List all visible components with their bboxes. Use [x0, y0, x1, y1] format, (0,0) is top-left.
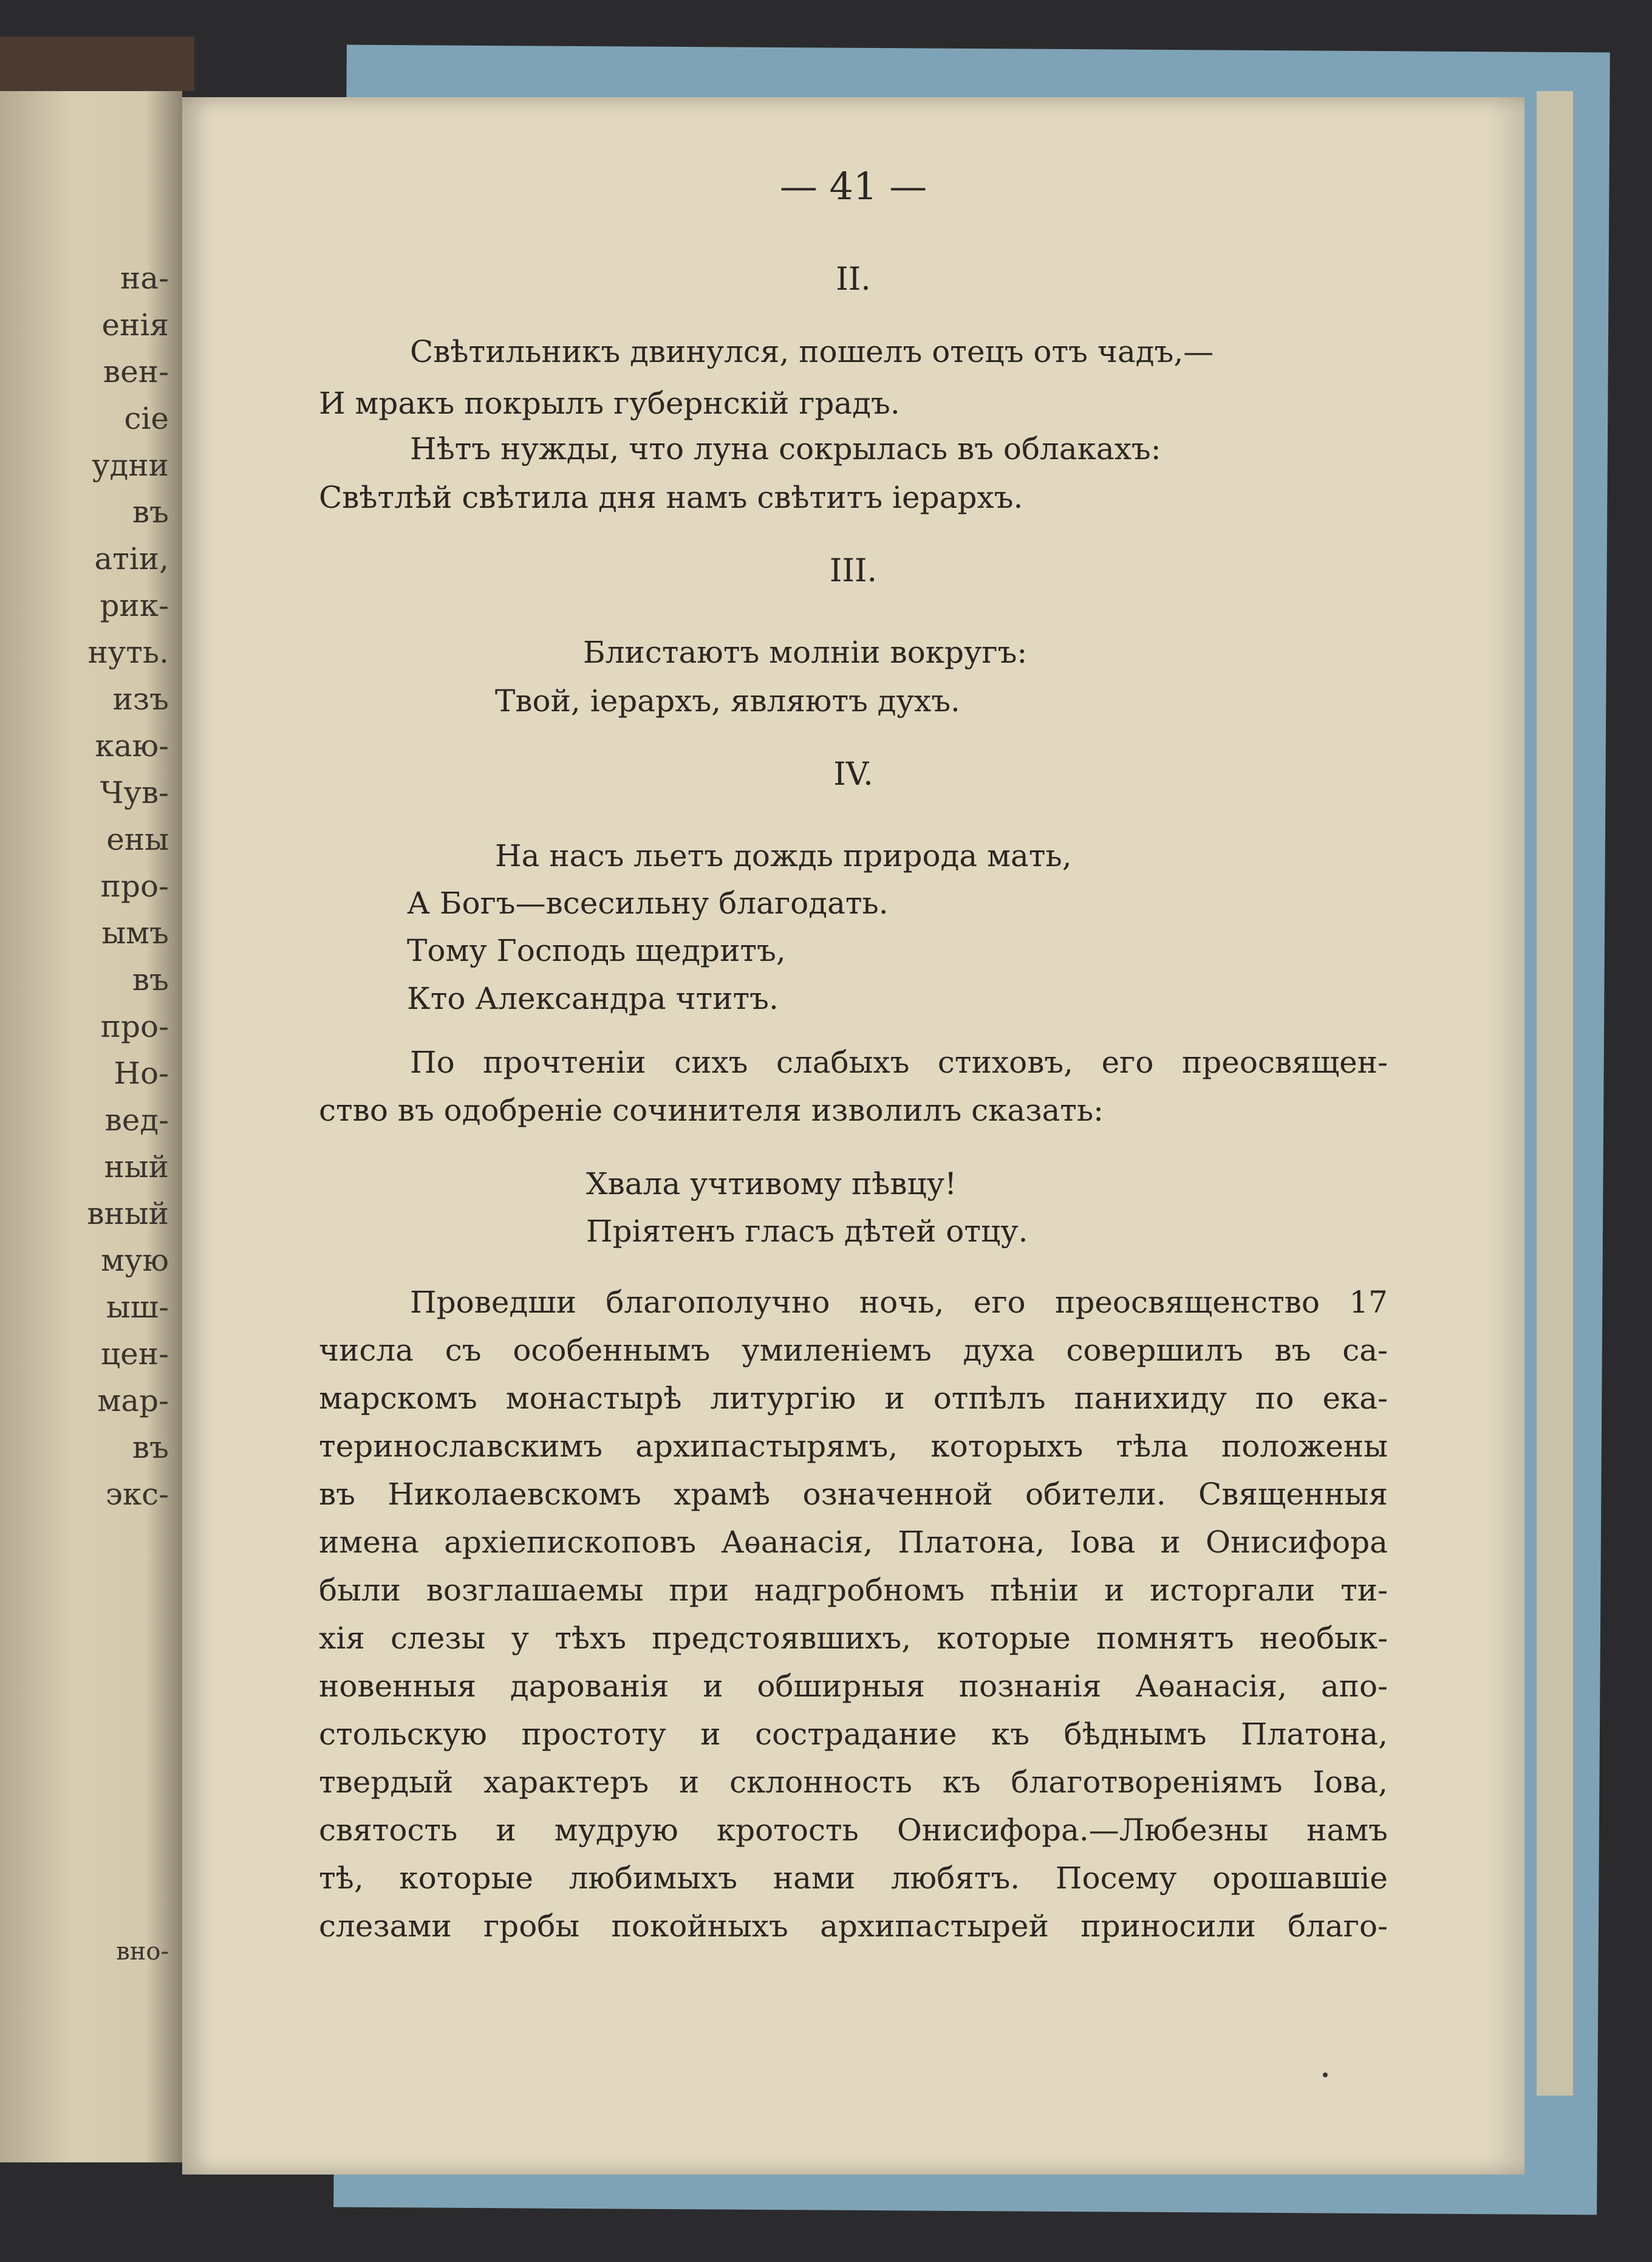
left-line: вный	[87, 1196, 169, 1231]
left-line: Но-	[114, 1056, 169, 1091]
left-line: нуть.	[87, 635, 169, 670]
quote-line: Пріятенъ гласъ дѣтей отцу.	[586, 1214, 1028, 1249]
left-line: Чув-	[100, 775, 169, 810]
verse-line: И мракъ покрылъ губернскій градъ.	[319, 386, 900, 421]
left-line: изъ	[112, 682, 169, 717]
section-heading-iii: III.	[829, 553, 878, 589]
paragraph-1	[319, 1045, 1388, 1141]
left-page	[0, 79, 182, 2162]
left-line: цен-	[101, 1336, 169, 1372]
verse-line: Кто Александра чтитъ.	[407, 981, 779, 1016]
paragraph-line: числа съ особеннымъ умиленіемъ духа совершилъ въ са-	[319, 1333, 1388, 1368]
paragraph-line: марскомъ монастырѣ литургію и отпѣлъ панихиду по ека-	[319, 1381, 1388, 1416]
verse-line: Свѣтлѣй свѣтила дня намъ свѣтитъ іерархъ.	[319, 480, 1023, 515]
paragraph-line: новенныя дарованія и обширныя познанія Аѳанасія, апо-	[319, 1669, 1388, 1704]
left-line: ный	[104, 1149, 169, 1184]
verse-line: Свѣтильникъ двинулся, пошелъ отецъ отъ чадъ,—	[410, 334, 1214, 369]
left-line: каю-	[95, 728, 169, 764]
ink-speck	[1323, 2072, 1328, 2077]
paragraph-line: По прочтеніи сихъ слабыхъ стиховъ, его преосвящен-	[410, 1045, 1388, 1080]
left-line: ыш-	[106, 1290, 169, 1325]
left-line: ены	[106, 822, 169, 857]
paragraph-line: теринославскимъ архипастырямъ, которыхъ тѣла положены	[319, 1429, 1388, 1464]
section-heading-ii: II.	[836, 261, 871, 298]
left-line: въ	[132, 962, 169, 997]
left-line: ымъ	[101, 915, 169, 951]
left-bottom-fragment: вно-	[116, 1938, 169, 1966]
book-binding	[0, 36, 194, 91]
verse-line: На насъ льетъ дождь природа мать,	[495, 838, 1072, 873]
paragraph-line: хія слезы у тѣхъ предстоявшихъ, которые помнятъ необык-	[319, 1621, 1388, 1656]
paragraph-line: имена архіепископовъ Аѳанасія, Платона, Іова и Онисифора	[319, 1525, 1388, 1560]
verse-line: Нѣтъ нужды, что луна сокрылась въ облакахъ:	[410, 431, 1161, 466]
paragraph-line: твердый характеръ и склонность къ благотвореніямъ Іова,	[319, 1765, 1388, 1800]
verse-line: Твой, іерархъ, являютъ духъ.	[495, 683, 960, 719]
paragraph-line: были возглашаемы при надгробномъ пѣніи и исторгали ти-	[319, 1573, 1388, 1608]
paragraph-line: слезами гробы покойныхъ архипастырей приносили благо-	[319, 1908, 1388, 1944]
left-line: вед-	[104, 1102, 169, 1138]
left-page-text	[11, 255, 169, 1518]
verse-line: Блистаютъ молніи вокругъ:	[583, 635, 1028, 670]
left-line: вен-	[103, 354, 169, 389]
paragraph-line: святость и мудрую кротость Онисифора.—Любезны намъ	[319, 1813, 1388, 1848]
left-line: на-	[120, 261, 169, 296]
left-line: сіе	[124, 401, 169, 436]
paragraph-line: въ Николаевскомъ храмѣ означенной обители. Священныя	[319, 1477, 1388, 1512]
paragraph-2	[319, 1285, 1388, 1956]
left-line: атіи,	[94, 541, 169, 576]
quote-line: Хвала учтивому пѣвцу!	[586, 1166, 957, 1201]
left-line: экс-	[105, 1477, 169, 1512]
verse-line: Тому Господь щедритъ,	[407, 933, 786, 968]
left-line: про-	[100, 1009, 169, 1044]
page-number: — 41 —	[779, 164, 927, 208]
verse-line: А Богъ—всесильну благодать.	[407, 886, 889, 921]
left-line: енія	[101, 307, 169, 343]
paragraph-line: ство въ одобреніе сочинителя изволилъ сказать:	[319, 1093, 1104, 1128]
paragraph-line: стольскую простоту и сострадание къ бѣднымъ Платона,	[319, 1717, 1388, 1752]
book-page	[182, 97, 1524, 2175]
paragraph-line: Проведши благополучно ночь, его преосвященство 17	[410, 1285, 1388, 1320]
left-line: удни	[92, 448, 169, 483]
left-line: рик-	[100, 588, 169, 623]
section-heading-iv: IV.	[833, 756, 873, 793]
left-line: въ	[132, 1430, 169, 1465]
left-line: мар-	[97, 1383, 169, 1418]
left-line: въ	[132, 494, 169, 530]
left-line: про-	[100, 869, 169, 904]
page-stack-edge	[1537, 91, 1573, 2096]
paragraph-line: тѣ, которые любимыхъ нами любятъ. Посему орошавшіе	[319, 1861, 1388, 1896]
left-line: мую	[101, 1243, 169, 1278]
